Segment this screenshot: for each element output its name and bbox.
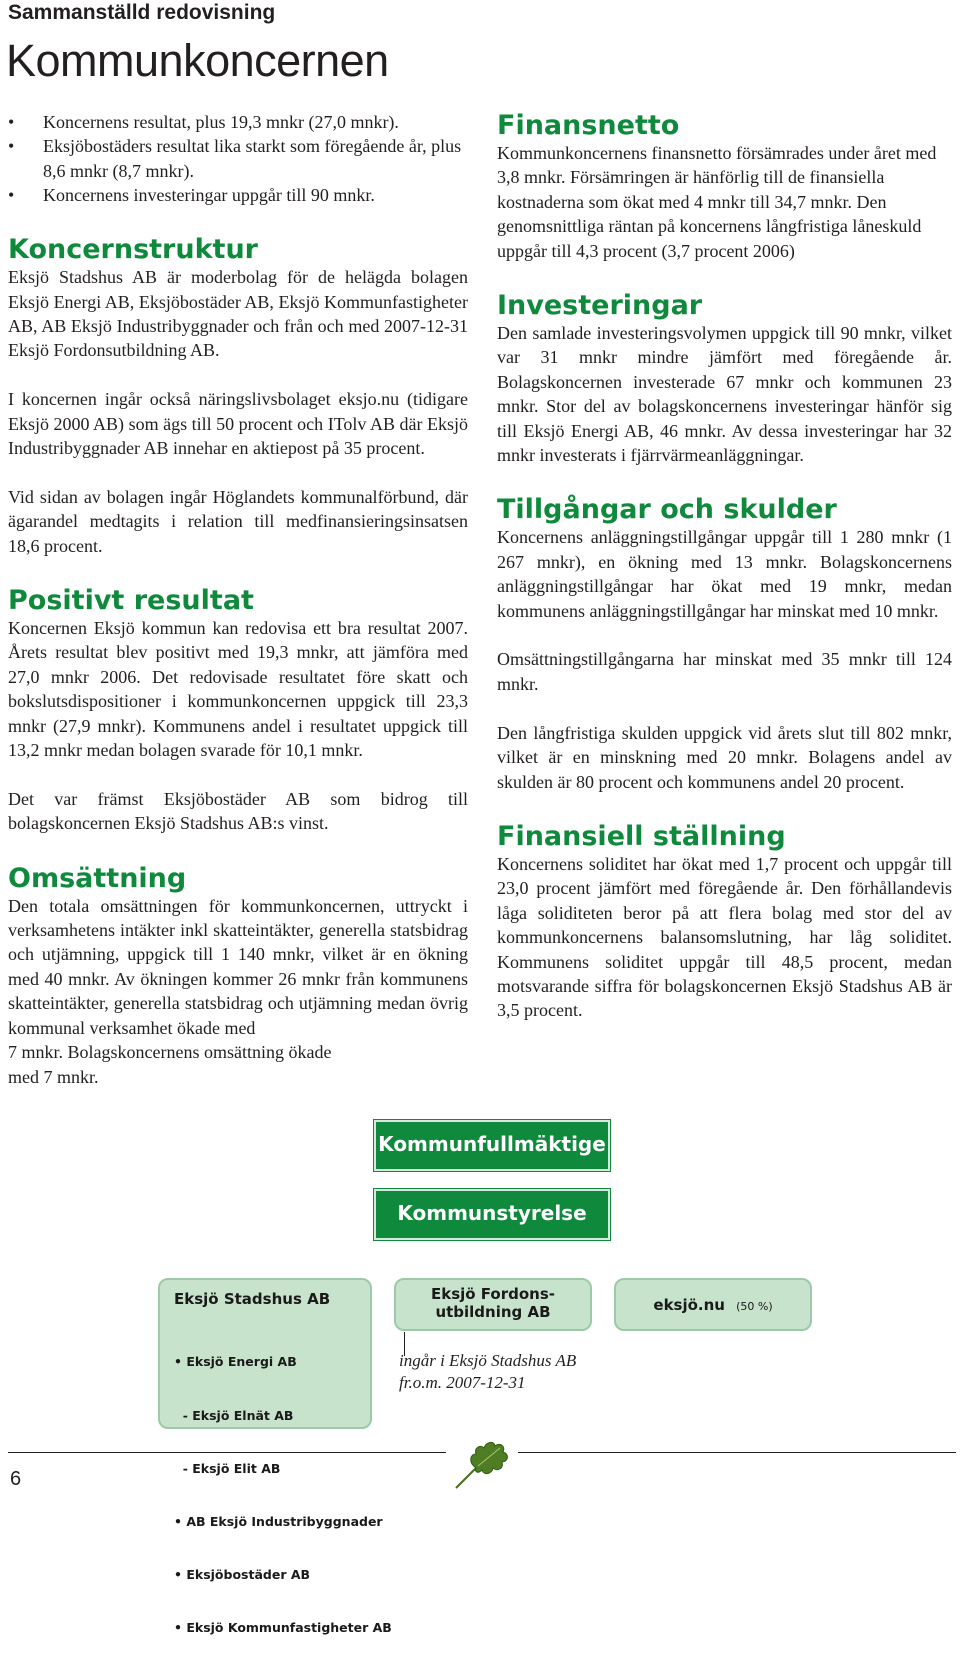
org-kommunstyrelse	[374, 1189, 610, 1240]
paragraph-line: med 7 mnkr.	[8, 1066, 99, 1087]
paragraph: Koncernens soliditet har ökat med 1,7 procent och uppgår till 23,0 procent jämfört med föregående år. Den förhållandevis låga soliditeten beror på att flera bolag med stor del av kommunkoncernens balansomslutning, har låg soliditet. Kommunens soliditet uppgår till 48,5 procent, medan motsvarande siffra för bolagskoncernen Eksjö Stadshus AB är 3,5 procent.	[497, 853, 952, 1021]
paragraph: Den långfristiga skulden uppgick vid årets slut till 802 mnkr, vilket är en minskning med 20 mnkr. Bolagens andel av skulden är 80 procent och kommunens andel 20 procent.	[497, 722, 952, 792]
paragraph: Omsättningstillgångarna har minskat med 35 mnkr till 124 mnkr.	[497, 649, 952, 694]
oak-leaf-icon	[448, 1432, 516, 1492]
heading-koncernstruktur: Koncernstruktur	[8, 234, 258, 266]
paragraph: Kommunkoncernens finansnetto försämrades under året med 3,8 mnkr. Försämringen är hänförlig till de finansiella kostnaderna som ökat med 4 mnkr till 34,7 mnkr. Den genomsnittliga räntan på koncernens långfristiga låneskuld uppgår till 4,3 procent (3,7 procent 2006)	[497, 143, 937, 261]
org-stadshus-box	[158, 1278, 392, 1635]
org-eksjonu-box	[614, 1278, 812, 1331]
heading-finansiell-stallning: Finansiell ställning	[497, 820, 786, 852]
paragraph: I koncernen ingår också näringslivsbolaget eksjo.nu (tidigare Eksjö 2000 AB) som ägs till 50 procent och ITolv AB där Eksjö Industribyggnader AB innehar en aktiepost på 35 procent.	[8, 389, 468, 459]
company-item: • Eksjö Energi AB	[174, 1354, 297, 1370]
fordon-note	[399, 1350, 576, 1394]
footer-rule-left	[8, 1452, 446, 1453]
paragraph: Den samlade investeringsvolymen uppgick till 90 mnkr, vilket var 31 mnkr mindre jämfört med föregående år. Bolagskoncernen investerade 67 mnkr och kommunen 23 mnkr. Stor del av bolagskoncernens investeringar hänför sig till Eksjö Energi AB, 46 mnkr. Av dessa investeringar har 32 mnkr investerats i fjärrvärmeanläggningar.	[497, 323, 952, 466]
company-item: - Eksjö Elnät AB	[174, 1407, 294, 1423]
bullet-item: • Koncernens resultat, plus 19,3 mnkr (27,0 mnkr).	[8, 110, 468, 134]
heading-positivt-resultat: Positivt resultat	[8, 585, 254, 617]
heading-omsattning: Omsättning	[8, 862, 187, 894]
paragraph: Koncernen Eksjö kommun kan redovisa ett bra resultat 2007. Årets resultat blev positivt med 19,3 mnkr, att jämföra med 27,0 mnkr 2006. Det redovisade resultatet före skatt och bokslutsdispositioner i kommunkoncernen uppgick till 23,3 mnkr (27,9 mnkr). Kommunens andel i resultatet uppgick till 13,2 mnkr medan bolagen svarade för 10,1 mnkr.	[8, 618, 468, 761]
paragraph: Det var främst Eksjöbostäder AB som bidrog till bolagskoncernen Eksjö Stadshus AB:s vinst.	[8, 788, 468, 834]
left-column	[8, 110, 468, 1089]
heading-investeringar: Investeringar	[497, 290, 703, 322]
footer-rule-right	[518, 1452, 956, 1453]
eksjonu-name: eksjö.nu	[653, 1296, 725, 1314]
org-fordonsutbildning-box	[394, 1278, 592, 1331]
paragraph: Den totala omsättningen för kommunkoncernen, uttryckt i verksamhetens intäkter inkl skatteintäkter, generella statsbidrag och utjämning, uppgick till 1 140 mnkr, vilket är en ökning med 40 mnkr. Av ökningen kommer 26 mnkr från kommunens skatteintäkter, generella statsbidrag och utjämning medan övrig kommunal verksamhet ökade med	[8, 895, 468, 1038]
paragraph: Vid sidan av bolagen ingår Höglandets kommunalförbund, där ägarandel medtagits i relation till medfinansieringsinsatsen 18,6 procent.	[8, 486, 468, 556]
right-column	[497, 110, 952, 1023]
company-item: • AB Eksjö Industribyggnader	[174, 1513, 383, 1529]
bullet-item: • Eksjöbostäders resultat lika starkt som föregående år, plus 8,6 mnkr (8,7 mnkr).	[8, 134, 468, 183]
paragraph-line: 7 mnkr. Bolagskoncernens omsättning ökade	[8, 1042, 332, 1063]
page-title: Kommunkoncernen	[6, 35, 389, 86]
company-item: - Eksjö Elit AB	[174, 1460, 281, 1476]
stadshus-company-list	[174, 1318, 392, 1672]
company-item: • Eksjö Kommunfastigheter AB	[174, 1619, 392, 1635]
note-line: fr.o.m. 2007-12-31	[399, 1373, 526, 1392]
fordon-line: Eksjö Fordons-	[430, 1285, 556, 1303]
page-number: 6	[10, 1468, 22, 1490]
org-label: Kommunfullmäktige	[378, 1132, 606, 1156]
heading-finansnetto: Finansnetto	[497, 110, 680, 141]
summary-bullets	[8, 110, 468, 207]
paragraph: Koncernens anläggningstillgångar uppgår till 1 280 mnkr (1 267 mnkr), en ökning med 13 mnkr. Bolagskoncernens anläggningstillgångar har ökat med 19 mnkr, medan kommunens anläggningstillgångar har minskat med 10 mnkr.	[497, 527, 952, 621]
org-label: Kommunstyrelse	[397, 1201, 587, 1225]
heading-tillgangar-och-skulder: Tillgångar och skulder	[497, 494, 837, 526]
paragraph: Eksjö Stadshus AB är moderbolag för de helägda bolagen Eksjö Energi AB, Eksjöbostäder AB, Eksjö Kommunfastigheter AB, AB Eksjö Industribyggnader och från och med 2007-12-31 Eksjö Fordonsutbildning AB.	[8, 267, 468, 361]
fordon-line: utbildning AB	[435, 1303, 551, 1321]
company-item: • Eksjöbostäder AB	[174, 1566, 311, 1582]
stadshus-title: Eksjö Stadshus AB	[174, 1290, 331, 1308]
eksjonu-share: (50 %)	[736, 1300, 773, 1313]
section-kicker: Sammanställd redovisning	[8, 1, 276, 24]
org-kommunfullmaktige	[374, 1120, 610, 1171]
note-line: ingår i Eksjö Stadshus AB	[399, 1351, 577, 1370]
bullet-item: • Koncernens investeringar uppgår till 90 mnkr.	[8, 183, 468, 207]
